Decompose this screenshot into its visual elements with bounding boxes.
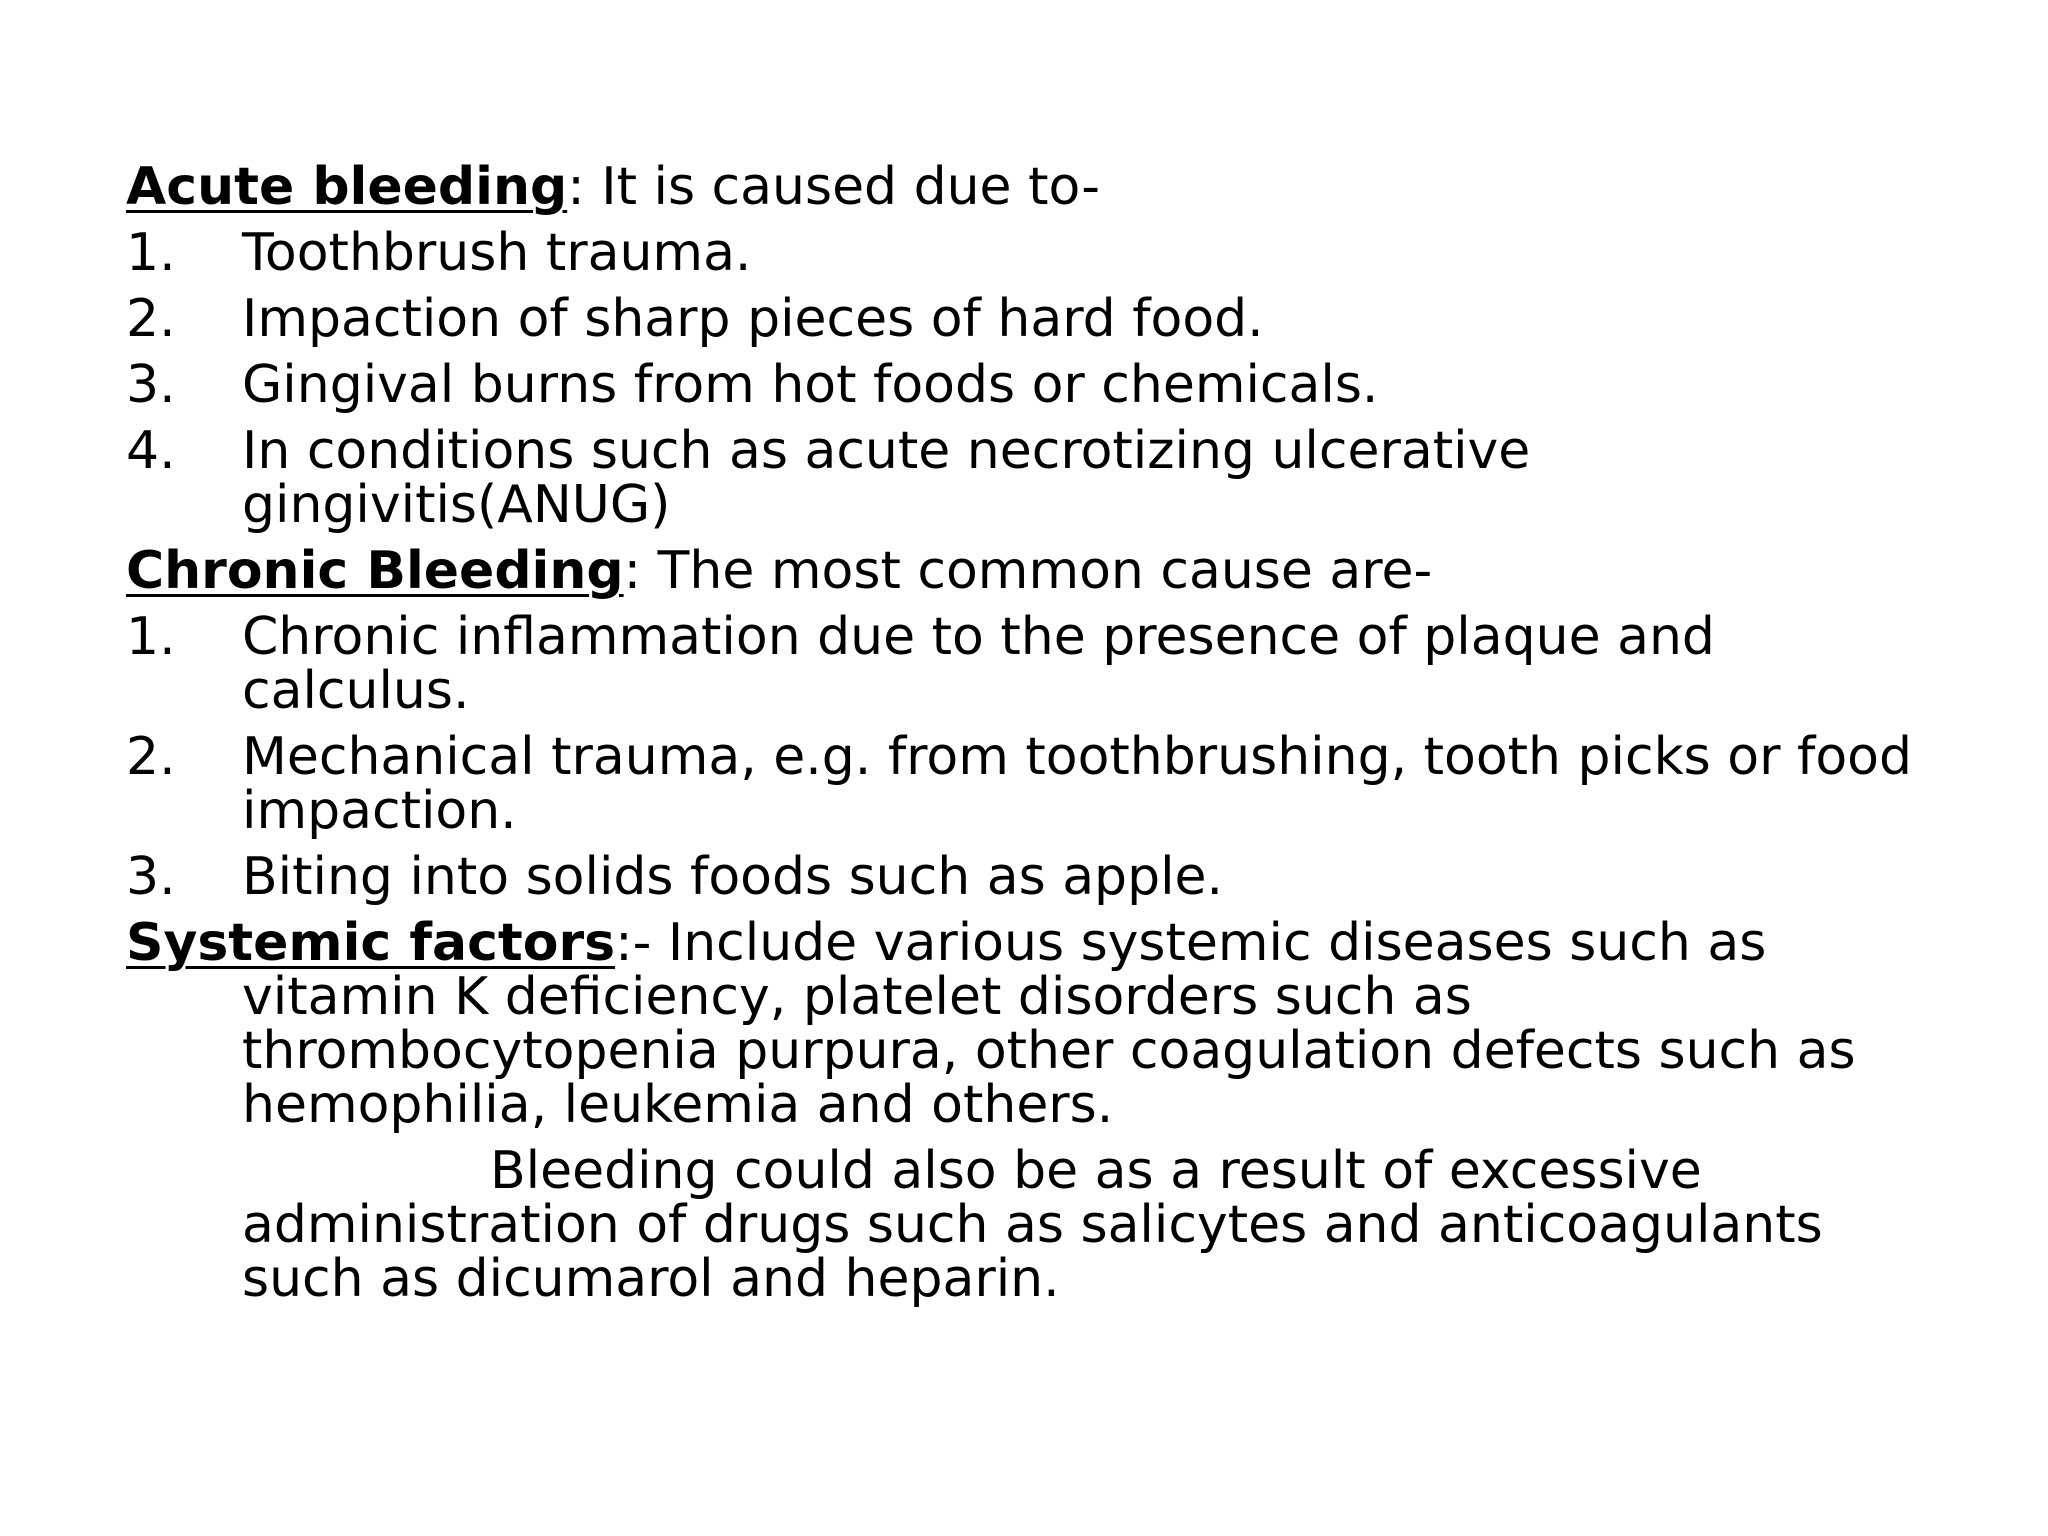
item-number: 1.	[126, 223, 176, 283]
chronic-bleeding-intro: : The most common cause are-	[623, 541, 1433, 601]
item-text: Toothbrush trauma.	[242, 223, 752, 283]
chronic-bleeding-heading-line	[126, 541, 1926, 601]
item-number: 3.	[126, 847, 176, 907]
list-item	[126, 289, 1926, 349]
systemic-factors-heading: Systemic factors	[126, 913, 616, 973]
systemic-factors-text: :- Include various systemic diseases such as vitamin K deficiency, platelet disorders such as thrombocytopenia purpura, other coagulation defects such as hemophilia, leukemia and others.	[242, 913, 1856, 1135]
item-text: Mechanical trauma, e.g. from toothbrushing, tooth picks or food impaction.	[242, 727, 1912, 841]
list-item	[126, 421, 1926, 535]
item-number: 1.	[126, 607, 176, 667]
item-text: Impaction of sharp pieces of hard food.	[242, 289, 1264, 349]
item-number: 4.	[126, 421, 176, 481]
list-item	[126, 847, 1926, 907]
list-item	[126, 355, 1926, 415]
acute-bleeding-intro: : It is caused due to-	[567, 157, 1101, 217]
item-number: 2.	[126, 289, 176, 349]
item-number: 2.	[126, 727, 176, 787]
list-item	[126, 727, 1926, 841]
item-text: Biting into solids foods such as apple.	[242, 847, 1224, 907]
item-text: Chronic inflammation due to the presence of plaque and calculus.	[242, 607, 1715, 721]
acute-bleeding-heading-line	[126, 157, 1926, 217]
chronic-bleeding-list	[126, 607, 1926, 907]
acute-bleeding-heading: Acute bleeding	[126, 157, 568, 217]
item-number: 3.	[126, 355, 176, 415]
chronic-bleeding-heading: Chronic Bleeding	[126, 541, 624, 601]
list-item	[126, 223, 1926, 283]
acute-bleeding-list	[126, 223, 1926, 535]
item-text: Gingival burns from hot foods or chemicals.	[242, 355, 1379, 415]
slide-content	[126, 157, 1926, 1309]
item-text: In conditions such as acute necrotizing ulcerative gingivitis(ANUG)	[242, 421, 1531, 535]
drug-bleeding-paragraph: Bleeding could also be as a result of excessive administration of drugs such as salicytes and anticoagulants such as dicumarol and heparin.	[242, 1141, 1823, 1309]
systemic-factors-paragraph	[126, 913, 1926, 1135]
list-item	[126, 607, 1926, 721]
